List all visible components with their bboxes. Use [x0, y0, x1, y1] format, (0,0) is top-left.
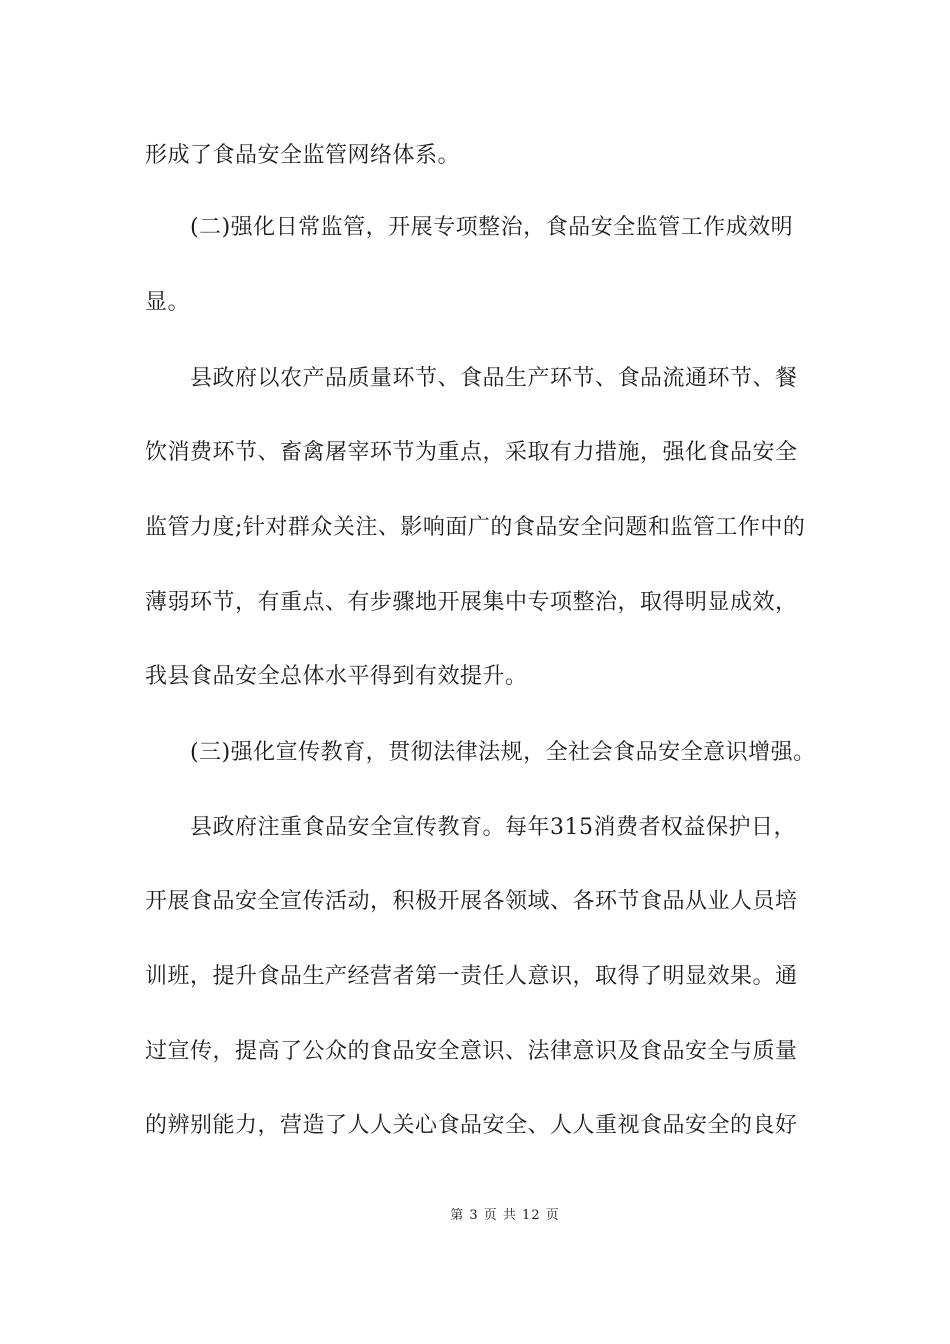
text-line: 训班，提升食品生产经营者第一责任人意识，取得了明显效果。通 — [145, 964, 798, 989]
section-heading: (三)强化宣传教育，贯彻法律法规，全社会食品安全意识增强。 — [190, 740, 816, 765]
page-footer: 第 3 页 共 12 页 — [450, 1208, 560, 1223]
text-line: 过宣传，提高了公众的食品安全意识、法律意识及食品安全与质量 — [145, 1039, 798, 1064]
text-line: 显。 — [145, 290, 191, 315]
paragraph-start: 县政府以农产品质量环节、食品生产环节、食品流通环节、餐 — [190, 366, 798, 391]
text-line: 的辨别能力，营造了人人关心食品安全、人人重视食品安全的良好 — [145, 1113, 798, 1138]
text-line: 薄弱环节，有重点、有步骤地开展集中专项整治，取得明显成效， — [145, 590, 798, 615]
text-line: 开展食品安全宣传活动，积极开展各领域、各环节食品从业人员培 — [145, 889, 798, 914]
text-line: 监管力度;针对群众关注、影响面广的食品安全问题和监管工作中的 — [145, 515, 806, 540]
text-line: 饮消费环节、畜禽屠宰环节为重点，采取有力措施，强化食品安全 — [145, 440, 798, 465]
text-line: 形成了食品安全监管网络体系。 — [145, 143, 461, 168]
section-heading: (二)强化日常监管，开展专项整治，食品安全监管工作成效明 — [190, 215, 794, 240]
paragraph-start: 县政府注重食品安全宣传教育。每年315消费者权益保护日， — [190, 815, 796, 840]
text-line: 我县食品安全总体水平得到有效提升。 — [145, 664, 528, 689]
